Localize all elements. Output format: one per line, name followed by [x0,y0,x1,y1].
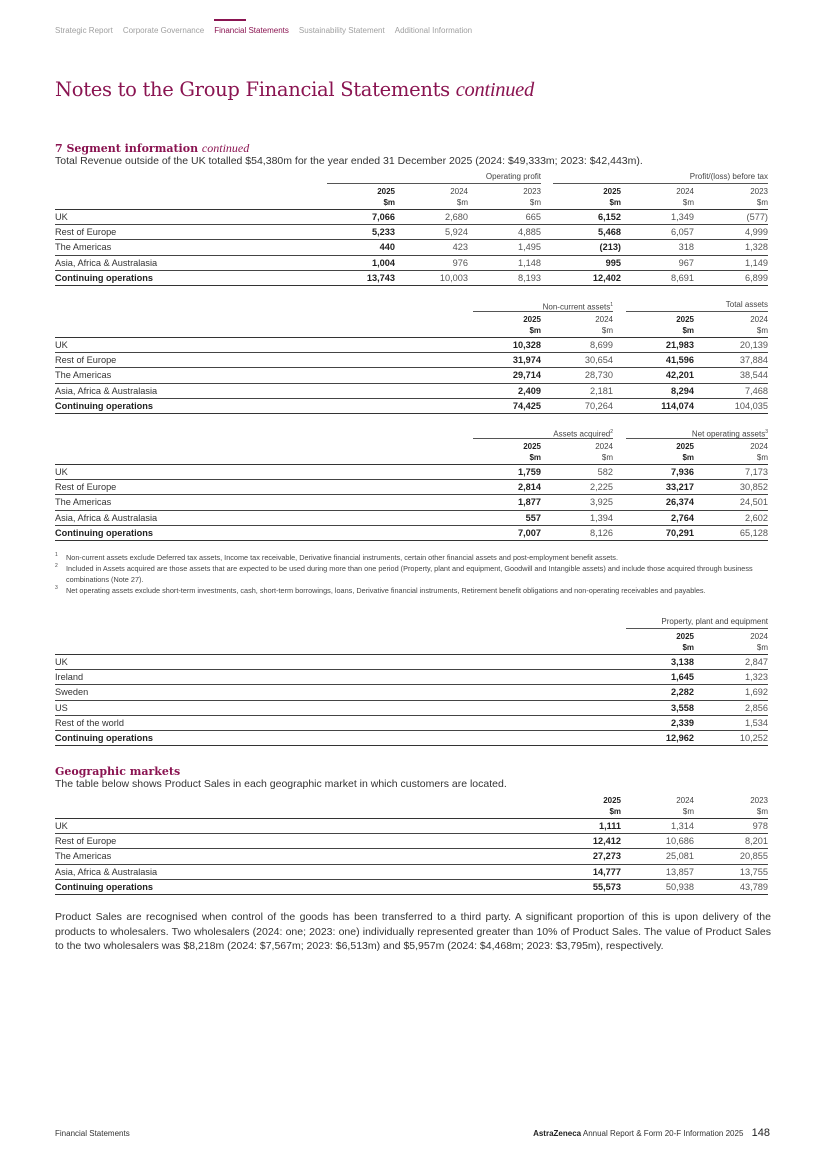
footnote: 1 Non-current assets exclude Deferred tax assets, Income tax receivable, Derivative financial instruments, certain other financial assets and post-employment benefit assets. [55,552,618,562]
row-label: Asia, Africa & Australasia [55,385,158,396]
table-row [55,701,768,716]
cell: 21,983 [665,340,694,350]
col-header: 2025 $m [377,187,395,207]
row-label: UK [55,340,68,350]
cell: 55,573 [592,881,621,892]
table-assets [55,300,768,414]
cell: 1,534 [745,717,768,728]
table-total-row [55,731,768,746]
row-label: Asia, Africa & Australasia [55,512,158,523]
nav-strategic-report[interactable]: Strategic Report [55,26,113,35]
cell: 12,962 [665,732,694,743]
cell: 967 [678,257,694,268]
col-header: 2025 $m [603,796,621,816]
col-header: 2024 $m [595,442,613,462]
col-header: 2024 $m [676,796,694,816]
cell: 6,152 [598,212,621,222]
cell: 28,730 [584,370,613,381]
group-header: Property, plant and equipment [626,617,768,629]
cell: 3,558 [671,702,694,713]
cell: 7,007 [518,527,541,538]
cell: 114,074 [661,400,694,411]
cell: 104,035 [734,400,768,411]
group-header: Operating profit [327,172,541,184]
table-row [55,465,768,480]
cell: 31,974 [512,355,541,366]
cell: 5,468 [598,227,621,238]
cell: 42,201 [665,370,694,381]
col-header: 2024 $m [750,632,768,652]
cell: 2,764 [671,512,694,523]
cell: 12,402 [592,272,621,283]
row-label: Rest of Europe [55,836,117,847]
row-label: US [55,702,68,713]
cell: 1,759 [518,467,541,477]
row-label: Continuing operations [55,527,153,538]
page-number: 148 [751,1127,770,1139]
cell: 7,936 [671,467,694,477]
row-label: Rest of Europe [55,355,117,366]
group-header: Assets acquired$^2$ [473,427,613,439]
table-row [55,670,768,685]
footer-section-label: Financial Statements [55,1129,130,1138]
cell: 25,081 [665,851,694,862]
table-row [55,685,768,700]
cell: 557 [525,512,541,523]
col-header: 2025 $m [676,632,694,652]
table-row [55,716,768,731]
cell: 6,899 [745,272,768,283]
cell: (213) [599,242,621,253]
cell: 65,128 [739,527,768,538]
row-label: UK [55,212,68,222]
col-header: 2023 $m [523,187,541,207]
cell: 976 [452,257,468,268]
cell: 4,999 [745,227,768,238]
row-label: Rest of Europe [55,227,117,238]
row-label: The Americas [55,370,112,381]
cell: 1,692 [745,687,768,698]
cell: 1,349 [671,212,694,222]
cell: 27,273 [592,851,621,862]
nav-corporate-governance[interactable]: Corporate Governance [122,26,205,35]
cell: 2,602 [745,512,768,523]
cell: 14,777 [592,866,621,877]
cell: 2,680 [445,212,468,222]
cell: 2,814 [518,482,541,493]
cell: 38,544 [739,370,768,381]
table-group-header-row [55,427,768,439]
row-label: The Americas [55,497,112,508]
col-header: 2025 $m [523,315,541,335]
table-row [55,256,768,271]
table-row [55,353,768,368]
nav-financial-statements[interactable]: Financial Statements [214,19,289,35]
cell: 978 [752,821,768,831]
cell: 10,686 [665,836,694,847]
cell: 6,057 [671,227,694,238]
cell: 70,291 [665,527,694,538]
cell: 3,925 [590,497,613,508]
segment-title-continued: continued [201,141,250,155]
col-header: 2025 $m [603,187,621,207]
table-header-row [55,439,768,465]
section-title-segment [55,141,249,156]
cell: 1,495 [518,242,541,253]
group-header: Total assets [626,300,768,312]
row-label: Continuing operations [55,400,153,411]
cell: 1,394 [590,512,613,523]
group-header: Profit/(loss) before tax [553,172,768,184]
cell: 5,233 [372,227,395,238]
cell: 8,126 [590,527,613,538]
table-row [55,210,768,225]
cell: 74,425 [512,400,541,411]
cell: 2,409 [518,385,541,396]
cell: 1,645 [671,672,694,683]
page-title-continued: continued [455,79,534,101]
segment-title: 7 Segment information [55,142,199,155]
footnote: 3 Net operating assets exclude short-term investments, cash, short-term borrowings, loans, Derivative financial instruments, Retirement benefit obligations and non-operating receivables and payables. [55,585,706,595]
table-row [55,368,768,383]
row-label: Ireland [55,672,84,683]
table-group-header-row [55,300,768,312]
product-sales-paragraph: Product Sales are recognised when control of the goods has been transferred to a third party. A significant proportion of this is upon delivery of the products to wholesalers. Two wholesalers (2024: one; 2023: one) individually represented greater than 10% of Product Sales. The value of Product Sales to the two wholesalers was $8,218m (2024: $7,567m; 2023: $6,513m) and $5,957m (2024: $4,468m; 2023: $3,795m), respectively. [55,911,771,952]
col-header: 2024 $m [750,315,768,335]
cell: 8,193 [518,272,541,283]
cell: 1,004 [372,257,395,268]
group-header: Non-current assets$^1$ [473,300,613,312]
cell: 318 [678,242,694,253]
cell: 33,217 [665,482,694,493]
cell: 10,328 [512,340,541,350]
table-row [55,849,768,864]
cell: 2,181 [590,385,613,396]
table-total-row [55,271,768,286]
table-total-row [55,399,768,414]
table-row [55,819,768,834]
table-row [55,338,768,353]
table-header-row [55,312,768,338]
row-label: Asia, Africa & Australasia [55,257,158,268]
table-row [55,834,768,849]
table-row [55,495,768,510]
cell: 13,743 [366,272,395,283]
cell: 1,328 [745,242,768,253]
cell: 665 [525,212,541,222]
cell: (577) [746,212,768,222]
col-header: 2025 $m [676,315,694,335]
table-operating-profit [55,172,768,286]
row-label: Continuing operations [55,881,153,892]
cell: 8,699 [590,340,613,350]
cell: 2,225 [590,482,613,493]
cell: 13,755 [739,866,768,877]
cell: 1,148 [518,257,541,268]
cell: 20,139 [739,340,768,350]
table-header-row [55,793,768,819]
cell: 2,339 [671,717,694,728]
cell: 10,252 [739,732,768,743]
table-row [55,240,768,255]
col-header: 2023 $m [750,187,768,207]
row-label: UK [55,467,68,477]
cell: 4,885 [518,227,541,238]
col-header: 2024 $m [450,187,468,207]
cell: 13,857 [665,866,694,877]
table-row [55,384,768,399]
cell: 30,654 [584,355,613,366]
row-label: Rest of Europe [55,482,117,493]
cell: 70,264 [584,400,613,411]
table-row [55,865,768,880]
cell: 3,138 [671,657,694,667]
row-label: Rest of the world [55,717,124,728]
cell: 7,173 [745,467,768,477]
table-product-sales [55,793,768,895]
cell: 440 [379,242,395,253]
cell: 7,066 [372,212,395,222]
cell: 1,323 [745,672,768,683]
col-header: 2024 $m [676,187,694,207]
top-navigation [55,19,472,35]
cell: 423 [452,242,468,253]
cell: 7,468 [745,385,768,396]
cell: 8,201 [745,836,768,847]
row-label: Sweden [55,687,89,698]
table-total-row [55,880,768,895]
nav-additional-information[interactable]: Additional Information [394,26,473,35]
cell: 1,877 [518,497,541,508]
segment-intro: Total Revenue outside of the UK totalled $54,380m for the year ended 31 December 2025 (2024: $49,333m; 2023: $42,443m). [55,155,643,167]
table-group-header-row [55,617,768,629]
cell: 43,789 [739,881,768,892]
cell: 30,852 [739,482,768,493]
row-label: Asia, Africa & Australasia [55,866,158,877]
table-header-row [55,184,768,210]
row-label: Continuing operations [55,732,153,743]
nav-sustainability-statement[interactable]: Sustainability Statement [298,26,385,35]
table-total-row [55,526,768,541]
row-label: UK [55,821,68,831]
cell: 37,884 [739,355,768,366]
cell: 8,691 [671,272,694,283]
row-label: The Americas [55,851,112,862]
table-row [55,480,768,495]
row-label: The Americas [55,242,112,253]
cell: 1,111 [599,821,621,831]
cell: 29,714 [512,370,541,381]
cell: 24,501 [739,497,768,508]
footnotes [55,552,771,596]
table-header-row [55,629,768,655]
cell: 26,374 [665,497,694,508]
cell: 1,314 [671,821,694,831]
col-header: 2024 $m [595,315,613,335]
col-header: 2023 $m [750,796,768,816]
page-title [55,78,534,102]
cell: 2,282 [671,687,694,698]
footnote: 2 Included in Assets acquired are those assets that are expected to be used during more than one period (Property, plant and equipment, Goodwill and Intangible assets) and include those acquired through business combinations (Note 27). [55,563,753,584]
footer-report-title: Annual Report & Form 20-F Information 2025 [582,1129,744,1138]
cell: 20,855 [739,851,768,862]
row-label: UK [55,657,68,667]
cell: 10,003 [439,272,468,283]
footer-info [533,1127,770,1139]
table-group-header-row [55,172,768,184]
cell: 8,294 [671,385,694,396]
table-row [55,225,768,240]
geographic-intro: The table below shows Product Sales in each geographic market in which customers are located. [55,778,507,790]
col-header: 2024 $m [750,442,768,462]
table-row [55,511,768,526]
table-property-plant-equipment [55,617,768,746]
cell: 2,856 [745,702,768,713]
col-header: 2025 $m [676,442,694,462]
group-header: Net operating assets$^3$ [626,427,768,439]
cell: 12,412 [592,836,621,847]
table-assets-acquired [55,427,768,541]
row-label: Continuing operations [55,272,153,283]
cell: 582 [597,467,613,477]
cell: 41,596 [665,355,694,366]
page-title-main: Notes to the Group Financial Statements [55,78,450,101]
table-row [55,655,768,670]
footer-brand: AstraZeneca [533,1129,582,1138]
cell: 50,938 [665,881,694,892]
cell: 995 [605,257,621,268]
col-header: 2025 $m [523,442,541,462]
cell: 1,149 [745,257,768,268]
section-title-geographic-markets: Geographic markets [55,765,181,778]
cell: 2,847 [745,657,768,667]
cell: 5,924 [445,227,468,238]
